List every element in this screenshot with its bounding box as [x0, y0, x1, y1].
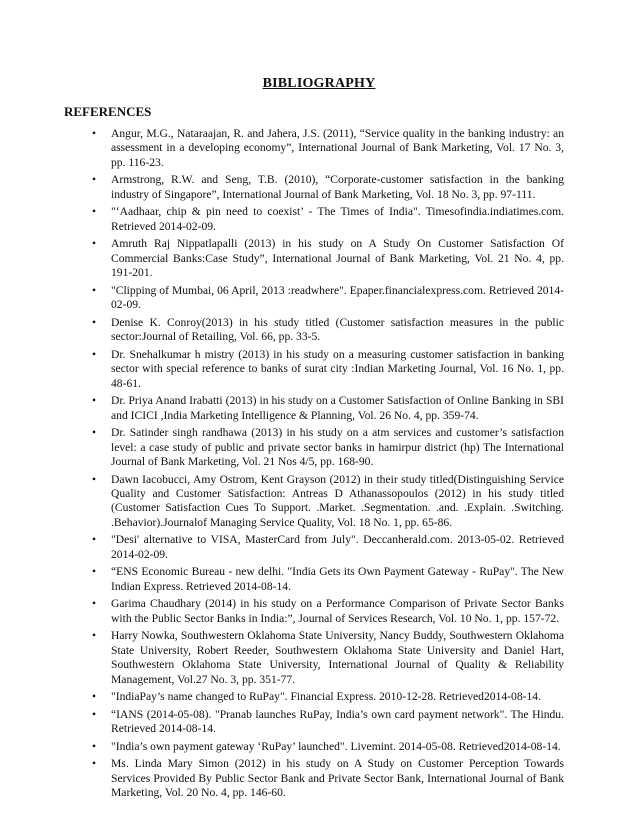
- reference-item: [88, 473, 564, 531]
- reference-text: "IndiaPay’s name changed to RuPay". Financial Express. 2010-12-28. Retrieved2014-08-14.: [111, 690, 541, 704]
- reference-item: [88, 173, 564, 202]
- reference-item: [88, 426, 564, 469]
- bullet-icon: •: [92, 757, 97, 771]
- reference-text: Dr. Satinder singh randhawa (2013) in his study on a atm services and customer’s satisfaction level: a case study of public and private sector banks in hamirpur district (hp) The International Journal of Bank Marketing, Vol. 21 Nos 4/5, pp. 168-90.: [111, 426, 564, 469]
- section-heading: REFERENCES: [64, 104, 152, 119]
- reference-item: [88, 394, 564, 423]
- bullet-icon: •: [92, 690, 97, 704]
- bullet-icon: •: [92, 707, 97, 721]
- bullet-icon: •: [92, 565, 97, 579]
- bullet-icon: •: [92, 426, 97, 440]
- reference-text: "India’s own payment gateway ‘RuPay’ launched". Livemint. 2014-05-08. Retrieved2014-08-14.: [111, 739, 561, 753]
- reference-item: [88, 708, 564, 737]
- bullet-icon: •: [92, 347, 97, 361]
- reference-item: [88, 284, 564, 313]
- reference-item: [88, 316, 564, 345]
- bullet-icon: •: [92, 237, 97, 251]
- reference-text: Dawn Iacobucci, Amy Ostrom, Kent Grayson (2012) in their study titled(Distinguishing Service Quality and Customer Satisfaction: Antreas D Athanassopoulos (2012) in his study titled (Customer Satisfaction Cues To Support. .Market. .Segmentation. .and. .Explain. .Switching. .Behavior).Journalof Managing Service Quality, Vol. 18 No. 1, pp. 65-86.: [111, 472, 564, 529]
- reference-list: [88, 127, 564, 804]
- reference-text: Dr. Priya Anand Irabatti (2013) in his study on a Customer Satisfaction of Online Banking in SBI and ICICI ,India Marketing Intelligence & Planning, Vol. 26 No. 4, pp. 359-74.: [111, 394, 564, 422]
- reference-item: [88, 740, 564, 754]
- bullet-icon: •: [92, 394, 97, 408]
- bullet-icon: •: [92, 533, 97, 547]
- reference-text: “ENS Economic Bureau - new delhi. "India Gets its Own Payment Gateway - RuPay". The New Indian Express. Retrieved 2014-08-14.: [111, 565, 564, 593]
- reference-item: [88, 690, 564, 704]
- reference-item: [88, 629, 564, 687]
- reference-text: “IANS (2014-05-08). "Pranab launches RuPay, India’s own card payment network". The Hindu. Retrieved 2014-08-14.: [111, 707, 564, 736]
- reference-item: [88, 597, 564, 626]
- reference-text: Harry Nowka, Southwestern Oklahoma State University, Nancy Buddy, Southwestern Oklahoma State University, Robert Reeder, Southwestern Oklahoma State University and Daniel Hart, Southwestern Oklahoma State University, International Journal of Quality & Reliability Management, Vol.27 No. 3, pp. 351-77.: [111, 629, 564, 686]
- bullet-icon: •: [92, 205, 97, 219]
- reference-text: Garima Chaudhary (2014) in his study on a Performance Comparison of Private Sector Banks with the Public Sector Banks in India:”, Journal of Services Research, Vol. 10 No. 1, pp. 157-72.: [111, 597, 564, 625]
- reference-text: Dr. Snehalkumar h mistry (2013) in his study on a measuring customer satisfaction in banking sector with special reference to banks of surat city :Indian Marketing Journal, Vol. 16 No. 1, pp. 48-61.: [111, 347, 564, 390]
- reference-item: [88, 205, 564, 234]
- bullet-icon: •: [92, 173, 97, 187]
- bullet-icon: •: [92, 597, 97, 611]
- page-title: BIBLIOGRAPHY: [262, 76, 376, 91]
- reference-item: [88, 565, 564, 594]
- reference-item: [88, 237, 564, 280]
- bullet-icon: •: [92, 127, 97, 140]
- bullet-icon: •: [92, 629, 97, 643]
- reference-item: [88, 757, 564, 800]
- reference-text: Armstrong, R.W. and Seng, T.B. (2010), “Corporate-customer satisfaction in the banking industry of Singapore”, International Journal of Bank Marketing, Vol. 18 No. 3, pp. 97-111.: [111, 173, 564, 201]
- reference-text: "Desi' alternative to VISA, MasterCard from July". Deccanherald.com. 2013-05-02. Retrieved 2014-02-09.: [111, 533, 564, 561]
- reference-text: Denise K. Conroy(2013) in his study titled (Customer satisfaction measures in the public sector:Journal of Retailing, Vol. 66, pp. 33-5.: [111, 315, 564, 344]
- bullet-icon: •: [92, 472, 97, 486]
- bullet-icon: •: [92, 283, 97, 297]
- reference-text: "‘Aadhaar, chip & pin need to coexist’ - The Times of India". Timesofindia.indiatimes.com. Retrieved 2014-02-09.: [111, 205, 564, 233]
- bullet-icon: •: [92, 739, 97, 753]
- reference-item: [88, 127, 564, 170]
- reference-item: [88, 348, 564, 391]
- reference-text: Amruth Raj Nippatlapalli (2013) in his study on A Study On Customer Satisfaction Of Commercial Banks:Case Study”, International Journal of Bank Marketing, Vol. 21 No. 4, pp. 191-201.: [111, 237, 564, 280]
- reference-text: Ms. Linda Mary Simon (2012) in his study on A Study on Customer Perception Towards Services Provided By Public Sector Bank and Private Sector Bank, International Journal of Bank Marketing, Vol. 20 No. 4, pp. 146-60.: [111, 757, 564, 800]
- reference-text: Angur, M.G., Nataraajan, R. and Jahera, J.S. (2011), “Service quality in the banking industry: an assessment in a developing economy”, International Journal of Bank Marketing, Vol. 17 No. 3, pp. 116-23.: [111, 127, 564, 169]
- reference-item: [88, 533, 564, 562]
- reference-text: "Clipping of Mumbai, 06 April, 2013 :readwhere". Epaper.financialexpress.com. Retrieved 2014-02-09.: [111, 283, 564, 312]
- bullet-icon: •: [92, 315, 97, 329]
